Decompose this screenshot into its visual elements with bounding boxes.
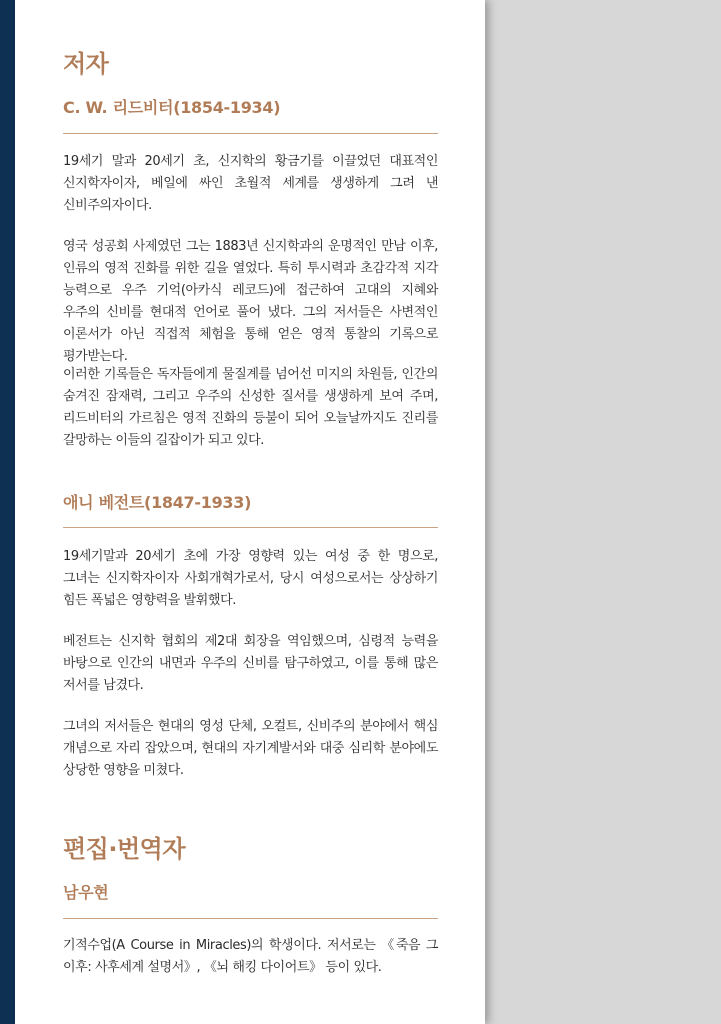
author-name-leadbeater: C. W. 리드비터(1854-1934)	[63, 98, 281, 117]
divider	[63, 133, 438, 134]
leadbeater-paragraph-1: 19세기 말과 20세기 초, 신지학의 황금기를 이끌었던 대표적인 신지학자이자, 베일에 싸인 초월적 세계를 생생하게 그려 낸 신비주의자이다.	[63, 154, 438, 213]
book-spine	[0, 0, 15, 1024]
translator-section-title: 편집·번역자	[63, 835, 186, 863]
translator-name: 남우현	[63, 883, 109, 902]
besant-paragraph-1: 19세기말과 20세기 초에 가장 영향력 있는 여성 중 한 명으로, 그녀는 신지학자이자 사회개혁가로서, 당시 여성으로서는 상상하기 힘든 폭넓은 영향력을 발휘했다.	[63, 549, 438, 608]
divider	[63, 918, 438, 919]
leadbeater-paragraph-2: 영국 성공회 사제였던 그는 1883년 신지학과의 운명적인 만남 이후, 인류의 영적 진화를 위한 길을 열었다. 특히 투시력과 초감각적 지각 능력으로 우주 기억(아카식 레코드)에 접근하여 고대의 지혜와 우주의 신비를 현대적 언어로 풀어 냈다. 그의 저서들은 사변적인 이론서가 아닌 직접적 체험을 통해 얻은 영적 통찰의 기록으로 평가받는다.	[63, 239, 438, 364]
translator-paragraph-1: 기적수업(A Course in Miracles)의 학생이다. 저서로는 《죽음 그 이후: 사후세계 설명서》, 《뇌 해킹 다이어트》 등이 있다.	[63, 938, 438, 975]
leadbeater-paragraph-3: 이러한 기록들은 독자들에게 물질계를 넘어선 미지의 차원들, 인간의 숨겨진 잠재력, 그리고 우주의 신성한 질서를 생생하게 보여 주며, 리드비터의 가르침은 영적 진화의 등불이 되어 오늘날까지도 진리를 갈망하는 이들의 길잡이가 되고 있다.	[63, 367, 438, 448]
author-section-title: 저자	[63, 50, 109, 78]
divider	[63, 527, 438, 528]
besant-paragraph-2: 베전트는 신지학 협회의 제2대 회장을 역임했으며, 심령적 능력을 바탕으로 인간의 내면과 우주의 신비를 탐구하였고, 이를 통해 많은 저서를 남겼다.	[63, 634, 438, 693]
author-name-besant: 애니 베전트(1847-1933)	[63, 493, 252, 512]
besant-paragraph-3: 그녀의 저서들은 현대의 영성 단체, 오컬트, 신비주의 분야에서 핵심 개념으로 자리 잡았으며, 현대의 자기계발서와 대중 심리학 분야에도 상당한 영향을 미쳤다.	[63, 719, 438, 778]
book-page	[15, 0, 485, 1024]
